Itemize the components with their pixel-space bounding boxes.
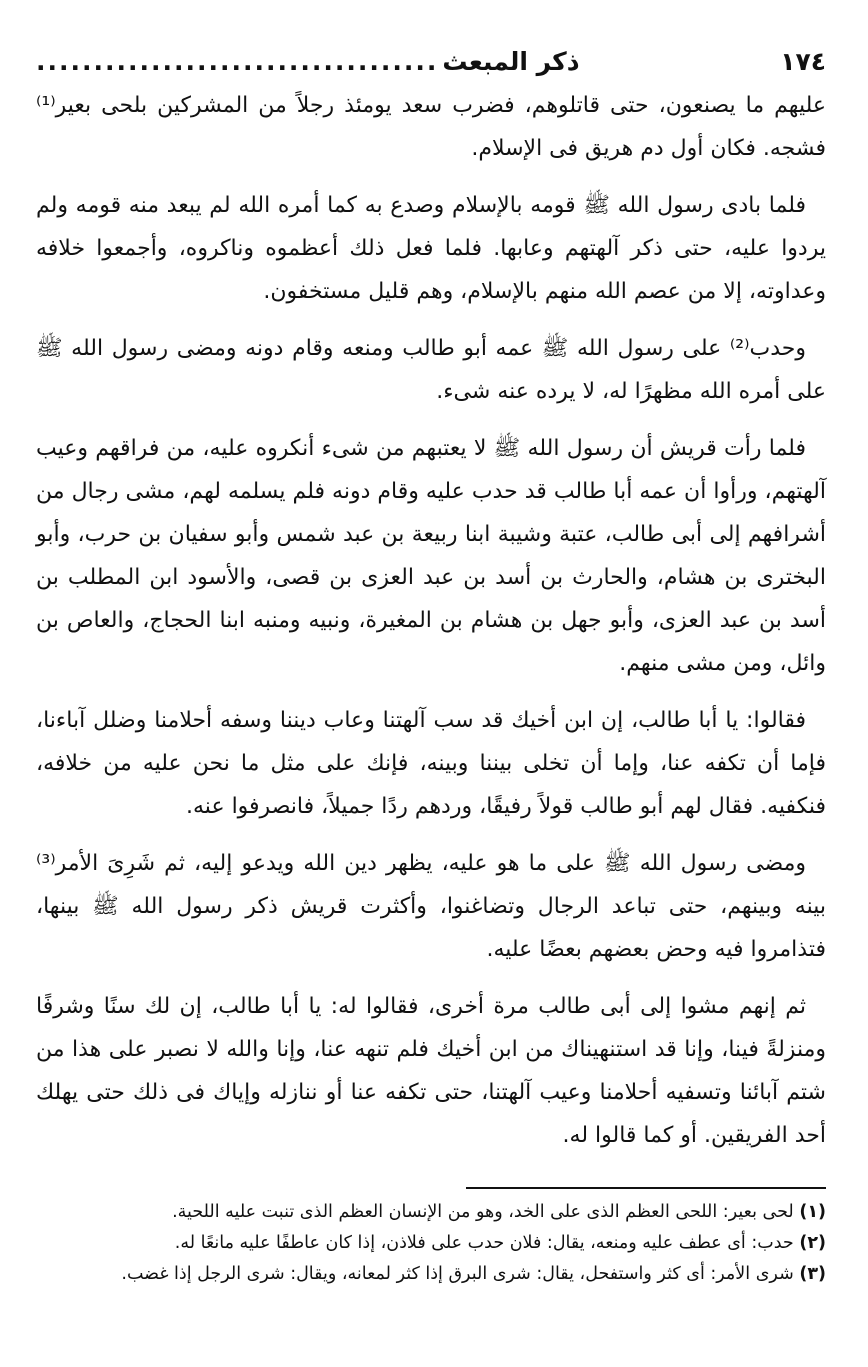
paragraph-1: عليهم ما يصنعون، حتى قاتلوهم، فضرب سعد يومئذ رجلاً من المشركين بلحى بعير⁽¹⁾ فشجه. فكان أول دم هريق فى الإسلام. <box>36 93 826 161</box>
paragraph-2: فلما بادى رسول الله ﷺ قومه بالإسلام وصدع به كما أمره الله لم يبعد منه قومه ولم يردوا عليه، حتى ذكر آلهتهم وعابها. فلما فعل ذلك أعظموه وناكروه، وأجمعوا خلافه وعداوته، إلا من عصم الله منهم بالإسلام، وهم قليل مستخفون. <box>36 193 826 304</box>
footnote-2-number: (٢) <box>799 1233 826 1253</box>
footnote-2-text: حدب: أى عطف عليه ومنعه، يقال: فلان حدب على فلاذن، إذا كان عاطفًا عليه مانعًا له. <box>174 1233 794 1253</box>
page-header <box>36 42 826 82</box>
footnote-1 <box>36 1197 826 1228</box>
paragraph-7: ثم إنهم مشوا إلى أبى طالب مرة أخرى، فقالوا له: يا أبا طالب، إن لك سنًا وشرفًا ومنزلةً فينا، وإنا قد استنهيناك من ابن أخيك فلم تنهه عنا، وإنا والله لا نصبر على هذا من شتم آبائنا وتسفيه أحلامنا وعيب آلهتنا، حتى تكفه عنا أو ننازله وإياك فى ذلك حتى يهلك أحد الفريقين. أو كما قالوا له. <box>36 994 826 1148</box>
footnote-1-text: لحى بعير: اللحى العظم الذى على الخد، وهو من الإنسان العظم الذى تنبت عليه اللحية. <box>172 1202 794 1222</box>
footnote-divider <box>466 1187 826 1189</box>
footnote-3 <box>36 1259 826 1290</box>
chapter-title: ذكر المبعث <box>442 47 580 76</box>
paragraph-4: فلما رأت قريش أن رسول الله ﷺ لا يعتبهم من شىء أنكروه عليه، من فراقهم وعيب آلهتهم، ورأوا أن عمه أبا طالب قد حدب عليه وقام دونه فلم يسلمه لهم، مشى رجال من أشرافهم إلى أبى طالب، عتبة وشيبة ابنا ربيعة بن عبد شمس وأبو سفيان بن حرب، وأبو البخترى بن هشام، والحارث بن أسد بن عبد العزى بن قصى، والأسود ابن المطلب بن أسد بن عبد العزى، وأبو جهل بن هشام بن المغيرة، ونبيه ومنبه ابنا الحجاج، والعاص بن وائل، ومن مشى منهم. <box>36 436 826 676</box>
footnote-3-number: (٣) <box>799 1264 826 1284</box>
paragraph-5: فقالوا: يا أبا طالب، إن ابن أخيك قد سب آلهتنا وعاب ديننا وسفه أحلامنا وضلل آباءنا، فإما أن تكفه عنا، وإما أن تخلى بيننا وبينه، فإنك على مثل ما نحن عليه من خلافه، فنكفيه. فقال لهم أبو طالب قولاً رفيقًا، وردهم ردًا جميلاً، فانصرفوا عنه. <box>36 708 826 819</box>
header-title-group <box>36 42 580 82</box>
footnote-2 <box>36 1228 826 1259</box>
footnote-1-number: (١) <box>799 1202 826 1222</box>
page-number: ١٧٤ <box>780 47 826 76</box>
footnote-3-text: شرى الأمر: أى كثر واستفحل، يقال: شرى البرق إذا كثر لمعانه، ويقال: شرى الرجل إذا غضب. <box>121 1264 794 1284</box>
book-page <box>36 42 826 1290</box>
paragraph-3: وحدب⁽²⁾ على رسول الله ﷺ عمه أبو طالب ومنعه وقام دونه ومضى رسول الله ﷺ على أمره الله مظهرًا له، لا يرده عنه شىء. <box>36 336 826 404</box>
paragraph-6: ومضى رسول الله ﷺ على ما هو عليه، يظهر دين الله ويدعو إليه، ثم شَرِىَ الأمر⁽³⁾ بينه وبينهم، حتى تباعد الرجال وتضاغنوا، وأكثرت قريش ذكر رسول الله ﷺ بينها، فتذامروا فيه وحض بعضهم بعضًا عليه. <box>36 851 826 962</box>
header-leader-dots: ................................... <box>36 47 439 76</box>
